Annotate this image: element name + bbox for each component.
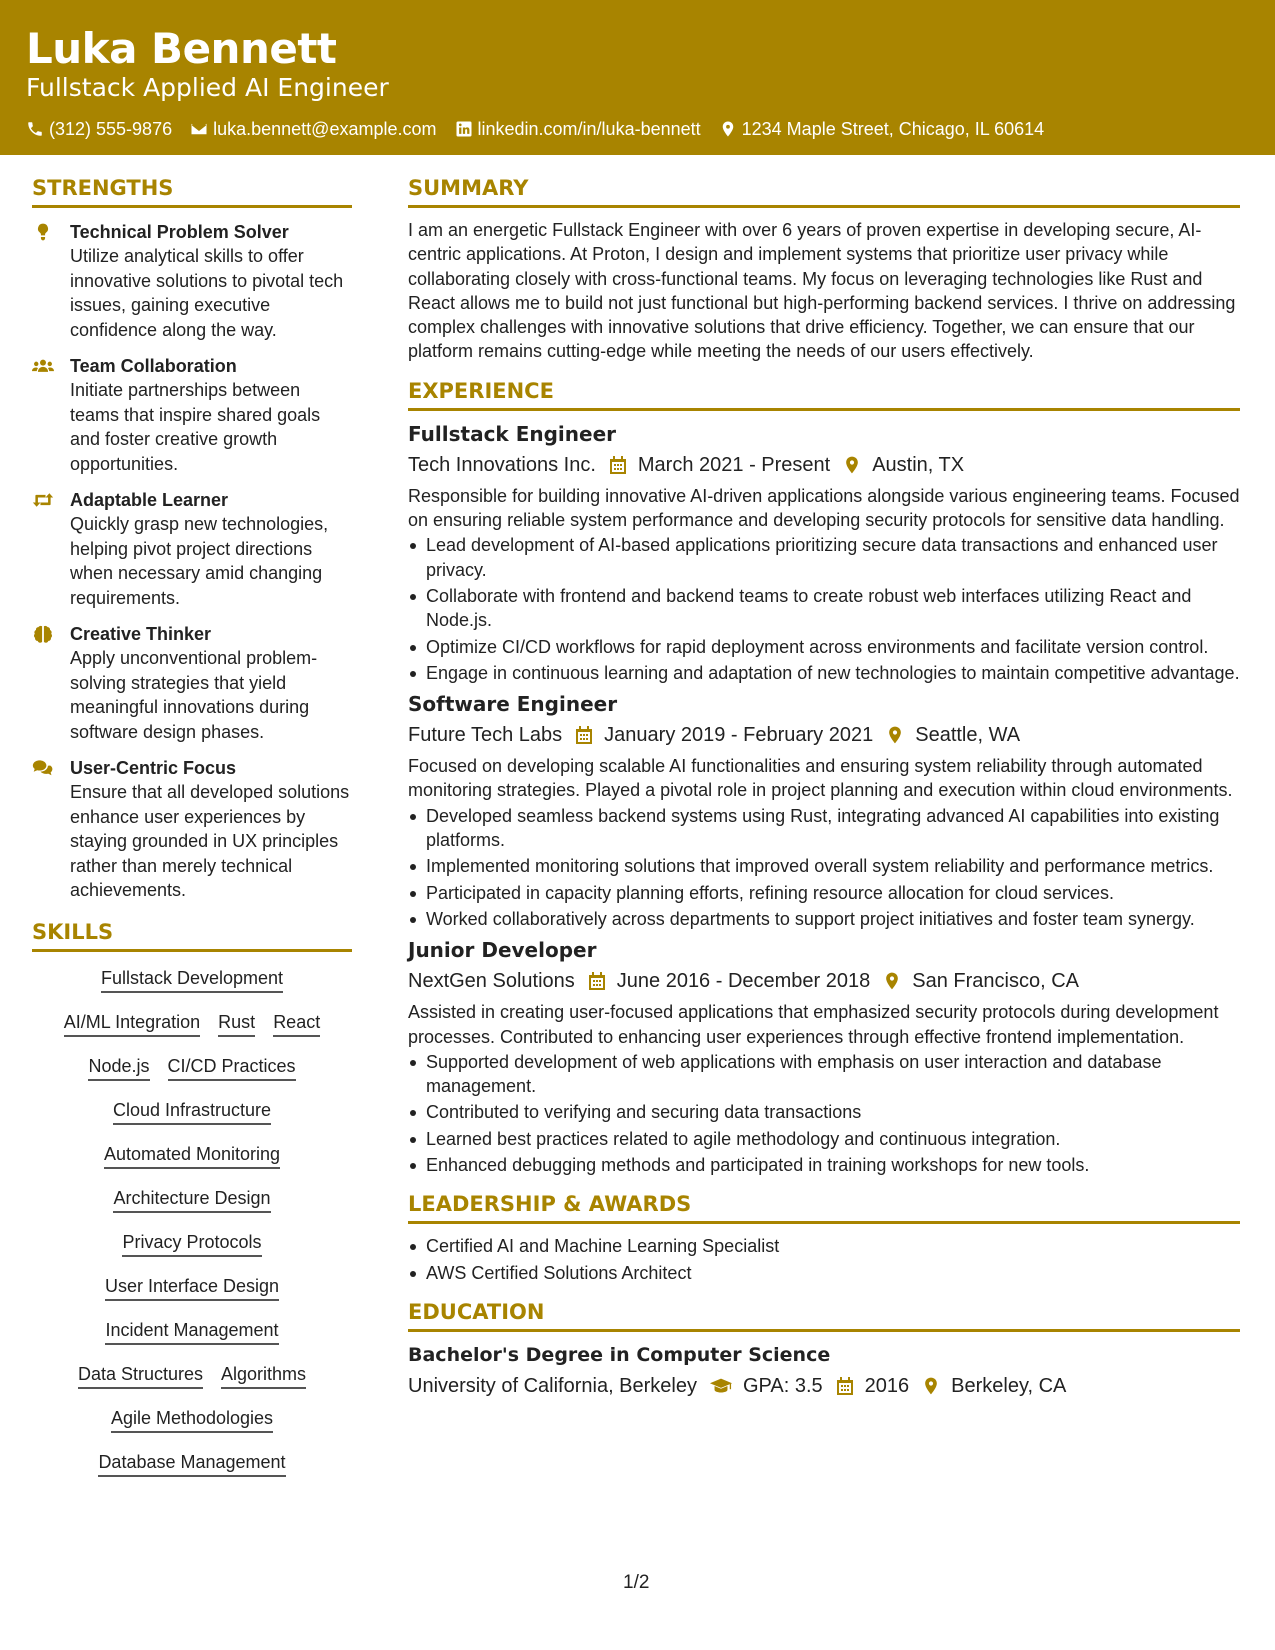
bullet-item: Contributed to verifying and securing data transactions [408, 1100, 1240, 1124]
job-desc: Focused on developing scalable AI functionalities and ensuring system reliability through automated monitoring strategies. Played a pivotal role in project planning and execution within cloud environments. [408, 756, 1233, 801]
strength-desc: Apply unconventional problem-solving strategies that yield meaningful innovations during software design phases. [70, 648, 318, 742]
calendar-icon [574, 725, 594, 745]
job-dates: March 2021 - Present [637, 453, 831, 476]
summary-heading: SUMMARY [408, 175, 1240, 208]
bullet-item: Worked collaboratively across departments to support project initiatives and foster team synergy. [408, 907, 1240, 931]
strength-item [32, 220, 352, 342]
job-location-wrap [885, 720, 1020, 750]
users-icon [32, 356, 54, 376]
job-entry [408, 691, 1240, 931]
strength-title: User-Centric Focus [70, 758, 237, 778]
envelope-icon [190, 120, 208, 138]
skill-tag: AI/ML Integration [64, 1010, 200, 1037]
job-desc: Assisted in creating user-focused applications that emphasized security protocols during development processes. Contributed to enhancing user experiences through effective frontend implementation. [408, 1002, 1219, 1047]
awards-list [408, 1234, 1240, 1285]
bullet-item: Collaborate with frontend and backend teams to create robust web interfaces utilizing React and Node.js. [408, 584, 1240, 633]
summary-text: I am an energetic Fullstack Engineer with over 6 years of proven expertise in developing secure, AI-centric applications. At Proton, I design and implement systems that prioritize user privacy while collaborating closely with cross-functional teams. My focus on leveraging technologies like Rust and React allows me to build not just functional but high-performing backend services. I thrive on addressing complex challenges with innovative solutions that drive efficiency. Together, we can ensure that our platform remains cutting-edge while meeting the needs of our users effectively. [408, 220, 1236, 362]
contact-bar [26, 118, 1249, 140]
comments-icon [32, 758, 54, 778]
job-location-wrap [882, 966, 1079, 996]
strength-item [32, 756, 352, 903]
map-marker-icon [921, 1376, 941, 1396]
bullet-item: Developed seamless backend systems using Rust, integrating advanced AI capabilities into existing platforms. [408, 804, 1240, 853]
graduation-cap-icon [709, 1376, 733, 1396]
job-meta [408, 720, 1240, 750]
bullet-item: Participated in capacity planning efforts, refining resource allocation for cloud services. [408, 881, 1240, 905]
strengths-heading: STRENGTHS [32, 175, 352, 208]
page-number: 1/2 [623, 1572, 650, 1593]
calendar-icon [587, 971, 607, 991]
bullet-item: Learned best practices related to agile methodology and continuous integration. [408, 1127, 1240, 1151]
job-dates: June 2016 - December 2018 [616, 970, 871, 993]
map-marker-icon [842, 455, 862, 475]
skills-heading: SKILLS [32, 919, 352, 952]
job-entry [408, 937, 1240, 1177]
experience-heading: EXPERIENCE [408, 378, 1240, 411]
job-desc: Responsible for building innovative AI-driven applications alongside various engineering teams. Focused on ensuring reliable system performance and developing security protocols for sensitive data handling. [408, 485, 1240, 531]
edu-degree: Bachelor's Degree in Computer Science [408, 1343, 831, 1366]
skill-tag: React [273, 1010, 320, 1037]
strength-item [32, 488, 352, 610]
map-marker-icon [882, 971, 902, 991]
job-location: San Francisco, CA [912, 970, 1079, 993]
skill-tag: User Interface Design [105, 1274, 279, 1301]
strength-title: Team Collaboration [70, 356, 237, 376]
skill-tag: Database Management [98, 1450, 285, 1477]
map-marker-icon [885, 725, 905, 745]
resume-header [0, 0, 1275, 155]
lightbulb-icon [32, 222, 54, 242]
education-entry [408, 1342, 1240, 1401]
job-bullets [408, 533, 1240, 685]
skills-list [32, 966, 352, 1477]
job-dates-wrap [587, 966, 871, 996]
edu-meta [408, 1371, 1240, 1401]
bullet-item: Optimize CI/CD workflows for rapid deployment across environments and facilitate version control. [408, 635, 1240, 659]
job-meta [408, 966, 1240, 996]
edu-location-wrap [921, 1371, 1066, 1401]
job-company: Future Tech Labs [408, 724, 563, 747]
edu-year: 2016 [864, 1374, 910, 1397]
skill-tag: Rust [218, 1010, 255, 1037]
bullet-item: Enhanced debugging methods and participated in training workshops for new tools. [408, 1153, 1240, 1177]
skill-tag: Fullstack Development [101, 966, 283, 993]
skill-tag: Node.js [88, 1054, 149, 1081]
phone-text: (312) 555-9876 [49, 119, 173, 139]
job-title: Fullstack Engineer [408, 421, 616, 446]
job-meta [408, 450, 1240, 480]
left-column [32, 175, 352, 1494]
job-company: Tech Innovations Inc. [408, 453, 596, 476]
bullet-item: Supported development of web applications with emphasis on user interaction and database management. [408, 1050, 1240, 1099]
job-bullets [408, 1050, 1240, 1177]
contact-phone [26, 118, 172, 140]
job-title: Software Engineer [408, 692, 618, 717]
job-bullets [408, 804, 1240, 931]
skill-tag: Cloud Infrastructure [113, 1098, 271, 1125]
job-dates-wrap [608, 450, 830, 480]
bullet-item: Implemented monitoring solutions that improved overall system reliability and performance metrics. [408, 854, 1240, 878]
strength-title: Technical Problem Solver [70, 222, 289, 242]
award-item: AWS Certified Solutions Architect [408, 1261, 1240, 1285]
education-heading: EDUCATION [408, 1299, 1240, 1332]
skill-tag: Automated Monitoring [104, 1142, 280, 1169]
award-item: Certified AI and Machine Learning Specialist [408, 1234, 1240, 1258]
brain-icon [32, 624, 54, 644]
calendar-icon [608, 455, 628, 475]
job-location: Austin, TX [872, 453, 965, 476]
candidate-name: Luka Bennett [26, 24, 337, 73]
strength-desc: Ensure that all developed solutions enhance user experiences by staying grounded in UX principles rather than merely technical achievements. [70, 782, 350, 900]
edu-location: Berkeley, CA [951, 1374, 1067, 1397]
skill-tag: Incident Management [105, 1318, 278, 1345]
skill-tag: CI/CD Practices [168, 1054, 296, 1081]
skill-tag: Privacy Protocols [122, 1230, 261, 1257]
strength-desc: Utilize analytical skills to offer innovative solutions to pivotal tech issues, gaining executive confidence along the way. [70, 246, 344, 340]
skill-tag: Agile Methodologies [111, 1406, 273, 1433]
edu-year-wrap [835, 1371, 910, 1401]
job-dates: January 2019 - February 2021 [604, 724, 874, 747]
contact-linkedin[interactable] [455, 118, 701, 140]
job-title: Junior Developer [408, 938, 597, 963]
edu-gpa-wrap [709, 1371, 823, 1401]
strength-title: Adaptable Learner [70, 490, 229, 510]
strength-desc: Initiate partnerships between teams that inspire shared goals and foster creative growth opportunities. [70, 380, 321, 474]
job-company: NextGen Solutions [408, 970, 575, 993]
bullet-item: Lead development of AI-based applications prioritizing secure data transactions and enhanced user privacy. [408, 533, 1240, 582]
contact-email[interactable] [190, 118, 436, 140]
job-entry [408, 421, 1240, 685]
strength-desc: Quickly grasp new technologies, helping pivot project directions when necessary amid changing requirements. [70, 514, 329, 608]
edu-gpa: GPA: 3.5 [743, 1374, 823, 1397]
retweet-icon [32, 490, 54, 510]
address-text: 1234 Maple Street, Chicago, IL 60614 [741, 119, 1045, 139]
right-column [408, 175, 1240, 1405]
strengths-list [32, 220, 352, 903]
skill-tag: Data Structures [78, 1362, 203, 1389]
job-location: Seattle, WA [915, 724, 1021, 747]
calendar-icon [835, 1376, 855, 1396]
linkedin-link[interactable]: linkedin.com/in/luka-bennett [477, 119, 701, 139]
bullet-item: Engage in continuous learning and adaptation of new technologies to maintain competitive advantage. [408, 661, 1240, 685]
edu-school: University of California, Berkeley [408, 1374, 697, 1397]
job-dates-wrap [574, 720, 873, 750]
strength-item [32, 354, 352, 476]
linkedin-icon [455, 120, 473, 138]
contact-address [719, 118, 1045, 140]
phone-icon [26, 120, 44, 138]
candidate-title: Fullstack Applied AI Engineer [26, 73, 389, 102]
email-link[interactable]: luka.bennett@example.com [213, 119, 437, 139]
map-marker-icon [719, 120, 737, 138]
skill-tag: Architecture Design [113, 1186, 270, 1213]
skill-tag: Algorithms [221, 1362, 306, 1389]
awards-heading: LEADERSHIP & AWARDS [408, 1191, 1240, 1224]
strength-title: Creative Thinker [70, 624, 212, 644]
job-location-wrap [842, 450, 964, 480]
strength-item [32, 622, 352, 744]
